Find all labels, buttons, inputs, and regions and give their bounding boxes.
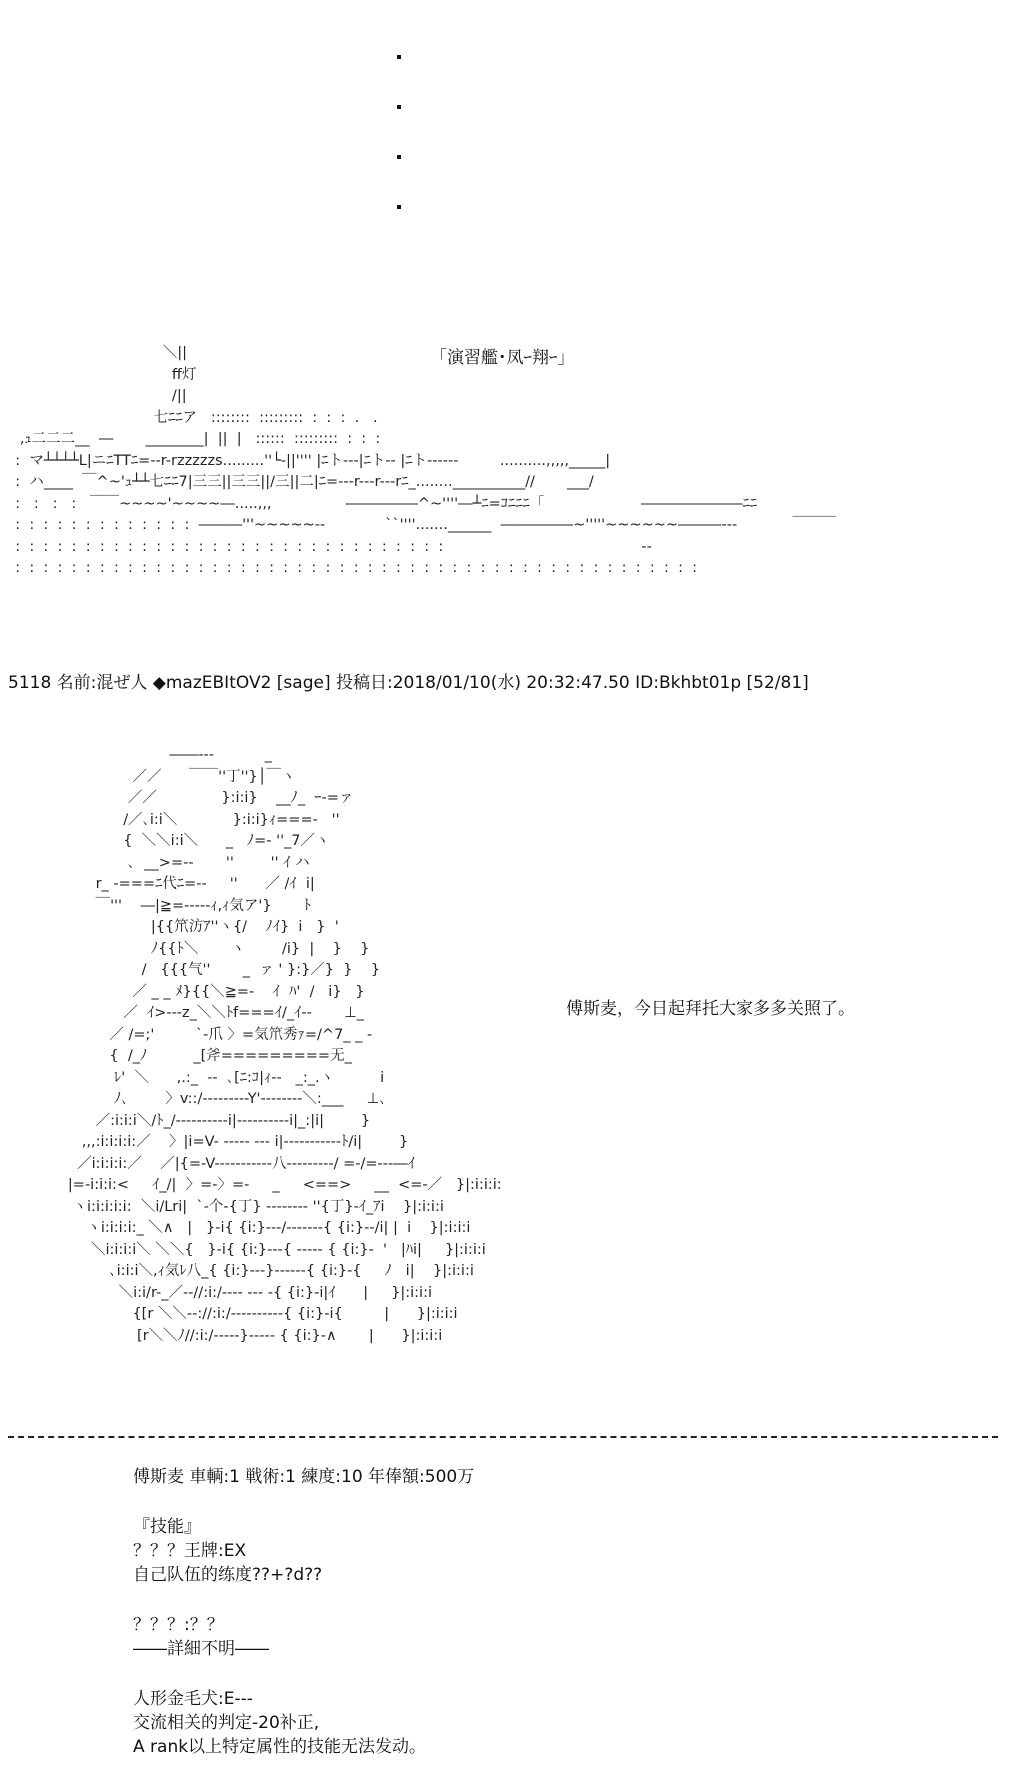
ship-ascii-art: ＼|| ff灯 /|| 七ﾆﾆア :::::::: ::::::::: : : : . . ,ｭ二二二__ ― ________| || | :::::: ::::::::: : : : : マ┴┴┴┴L|ニﾆTTﾆ=--r-rzzzzzs.........''└‐||'''' |ﾆト---|ﾆト-- |ﾆト------ ..........,,,,,_____| : ハ____ ￣^~'ｭ┴┴七ﾆﾆ7|三三||三三||/三||二|ﾆ=---r---r---rﾆ_........__________// ___/ : : : : ￣￣~~~~'~~~~―.....,,, ―――――^~''''―┴ﾆ=ｺﾆﾆﾆ「 ―――――――ﾆﾆ : : : : : : : : : : : : : ―――'''~~~~~-- ``''''.......______ ―――――~'''''~~~~~~―――--- ￣￣￣ : : : : : : : : : : : : : : : : : : : : : : : : : : : : : : : -- : : : : : : : : : : : : : : : : : : : : : : : : : : : : : : : : : : : : : : : : : : : : : : : : : [15,345,837,576]
dashed-divider [8,1436,998,1438]
skill-1-desc: 自己队伍的练度??+?d?? [133,1565,323,1585]
skill-3-desc-2: A rank以上特定属性的技能无法发动。 [133,1737,427,1757]
skill-2-name: ？？？:？？ [133,1615,224,1635]
ship-title: 「演習艦･凤ｰ翔ｰ」 [430,348,575,368]
skill-3-name: 人形金毛犬:E--- [133,1689,253,1709]
skill-2-desc: ――詳細不明―― [133,1639,269,1659]
skill-1-name: ？？？王牌:EX [133,1541,247,1561]
post-header: 5118 名前:混ぜ人 ◆mazEBItOV2 [sage] 投稿日:2018/01/10(水) 20:32:47.50 ID:Bkhbt01p [52/81] [8,673,809,693]
ellipsis-dot [397,55,401,59]
character-speech: 傅斯麦，今日起拜托大家多多关照了。 [566,999,855,1019]
character-ascii-art: ――--- _ ／／ ￣￣''丁''}│￣ヽ ／／ }:i:i} __ﾉ_ ｰ-=ァ /／､i:i＼ }:i:i}ｨ===- '' { ＼＼i:i＼ _ ﾉ=- ''_7／ヽ ､ __>=-- '' '' ｲ ハ r_ -===ﾆ代ﾆ=-- '' ／ /ｲ i| ￣''' ―|≧=-----ｨ,ｨ気ア'} ﾄ |{{笊汸ｱ''ヽ{/ ﾉｲ} i } ' ﾉ{{ﾄ＼ ヽ /i} | } } / {{{气'' _ ァ ' }:}／} } } ／ _ _ ﾒ}{{＼≧=- ｲ ﾊ' / i} } ／ ｲ>---z_＼＼ﾄf===ｲ/_ｲ-- ⊥_ ／ /=;' `-爪 〉=気笊秀ｧ=/^7_ _ - { /_ﾉ _[斧=========无_ ﾚ' ＼ ,.:_ -- ､[ﾆ:ｺ|ｨ-- _:_.ヽ i ﾉ､ 〉v::/---------Y'--------＼:___ ⊥､ ／:i:i:i＼/ﾄ_/----------i|----------i|_:|i| } ,,,:i:i:i:i:／ 〉|i=V- ----- --- i|-----------ﾄ/i| } ／i:i:i:i:／ ／|{=-V-----------八---------/ =-/=---―ｲ |=-i:i:i:< ｲ_/| 〉=-〉=- _ <==> __ <=-／ }|:i:i:i: ヽi:i:i:i:i: ＼i/Lri| `-个-{丁} -------- ''{丁}-ｲ_ｱi }|:i:i:i ヽi:i:i:i:_ ＼∧ | }-i{ {i:}---/-------{ {i:}--/i| | i }|:i:i:i ＼i:i:i:i＼ ＼＼{ }-i{ {i:}---{ ----- { {i:}- ' |ﾊi| }|:i:i:i ､i:i:i＼,ｨ気ﾚ八_{ {i:}---}------{ {i:}-{ ﾉ i| }|:i:i:i ＼i:i/r-_／--//:i:/---- --- -{ {i:}-i|ｲ | }|:i:i:i {[r ＼＼--://:i:/----------{ {i:}-i{ | }|:i:i:i [r＼＼ﾉ//:i:/-----}----- { {i:}-∧ | }|:i:i:i [67,747,502,1344]
ellipsis-dot [397,155,401,159]
skill-3-desc-1: 交流相关的判定-20补正, [133,1713,320,1733]
ellipsis-dot [397,105,401,109]
skills-header: 『技能』 [133,1517,201,1537]
stats-line: 傅斯麦 車輌:1 戦術:1 練度:10 年俸額:500万 [133,1467,475,1487]
ellipsis-dot [397,205,401,209]
